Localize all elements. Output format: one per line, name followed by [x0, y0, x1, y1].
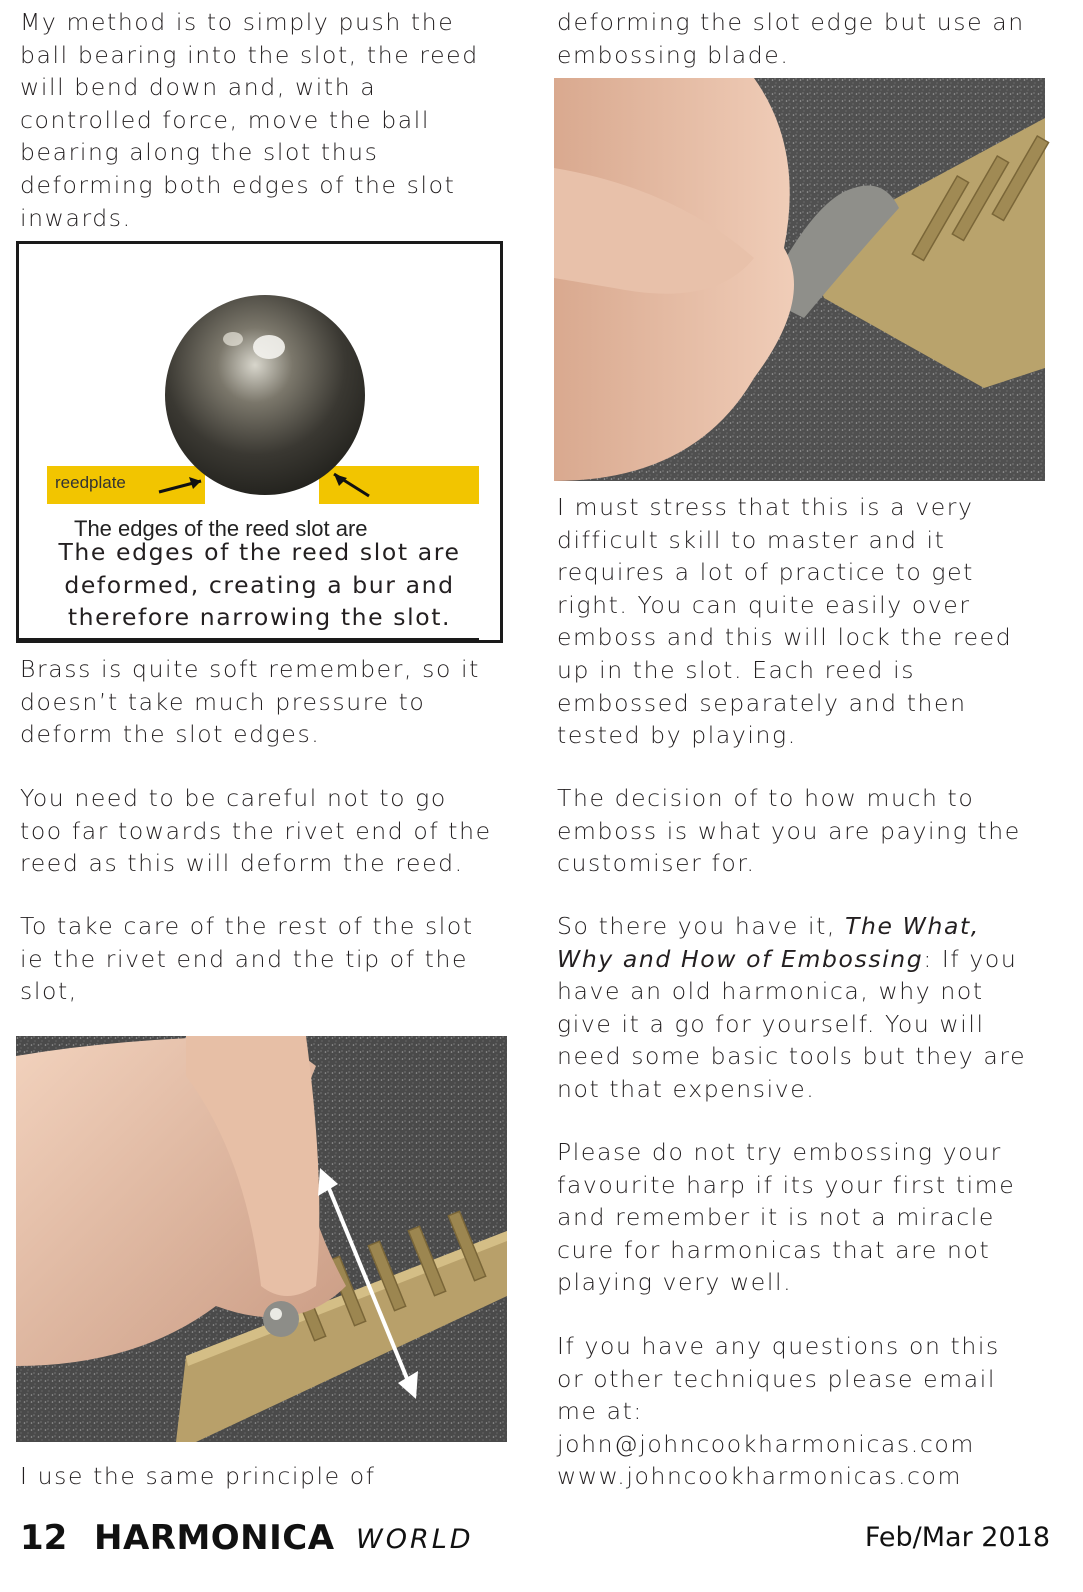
ball-bearing-figure — [16, 241, 503, 643]
figure-caption: The edges of the reed slot are deformed, creating a bur and therefore narrowing the slot. — [58, 538, 461, 632]
page-number: 12 — [20, 1518, 68, 1558]
left-para-4: To take care of the rest of the slot ie the rivet end and the tip of the slot, — [20, 912, 474, 1006]
website-link[interactable]: www.johncookharmonicas.com — [557, 1462, 963, 1490]
right-para-2: I must stress that this is a very difficult skill to master and it requires a lot of practice to get right. You can quite easily over emboss and this will lock the reed up in the slot. Each reed is embossed separately and then tested by playing. — [557, 493, 1013, 750]
embossing-blade-photo — [554, 78, 1045, 481]
email-address[interactable]: john@johncookharmonicas.com — [557, 1430, 975, 1458]
clipped-caption-text: The edges of the reed slot are — [74, 516, 368, 541]
para4-line2-rest: : If you — [923, 944, 1018, 973]
left-para-5: I use the same principle of — [20, 1462, 376, 1490]
para4-lead: So there you have it, — [557, 912, 846, 940]
right-para-6: If you have any questions on this or other techniques please email me at: — [557, 1332, 1000, 1426]
page-footer — [20, 1518, 1050, 1566]
magazine-suffix: WORLD — [356, 1524, 474, 1555]
para4-italic-title-1: The What, — [845, 912, 980, 940]
reedplate-right-segment — [319, 466, 479, 504]
reedplate-label: reedplate — [55, 473, 126, 492]
right-para-1: deforming the slot edge but use an embossing blade. — [557, 8, 1025, 69]
ball-bearing — [165, 295, 365, 495]
right-para-5: Please do not try embossing your favourite harp if its your first time and remember it is not a miracle cure for harmonicas that are not playing very well. — [557, 1138, 1016, 1297]
para4-tail: have an old harmonica, why not give it a go for yourself. You will need some basic tools but they are not that expensive. — [557, 977, 1027, 1103]
left-para-1: My method is to simply push the ball bearing into the slot, the reed will bend down and, with a controlled force, move the ball bearing along the slot thus deforming both edges of the slot inwards. — [20, 8, 479, 232]
para4-italic-title-2: Why and How of Embossing — [557, 944, 924, 973]
left-para-3: You need to be careful not to go too far towards the rivet end of the reed as this will deform the reed. — [20, 784, 492, 878]
issue-date: Feb/Mar 2018 — [864, 1522, 1050, 1553]
ball-bearing-photo — [16, 1036, 507, 1442]
magazine-name: HARMONICA — [94, 1518, 335, 1558]
right-para-3: The decision of to how much to emboss is what you are paying the customiser for. — [557, 784, 1021, 878]
left-para-2: Brass is quite soft remember, so it doesn’t take much pressure to deform the slot edges. — [20, 655, 480, 749]
right-para-4 — [557, 910, 1057, 1106]
